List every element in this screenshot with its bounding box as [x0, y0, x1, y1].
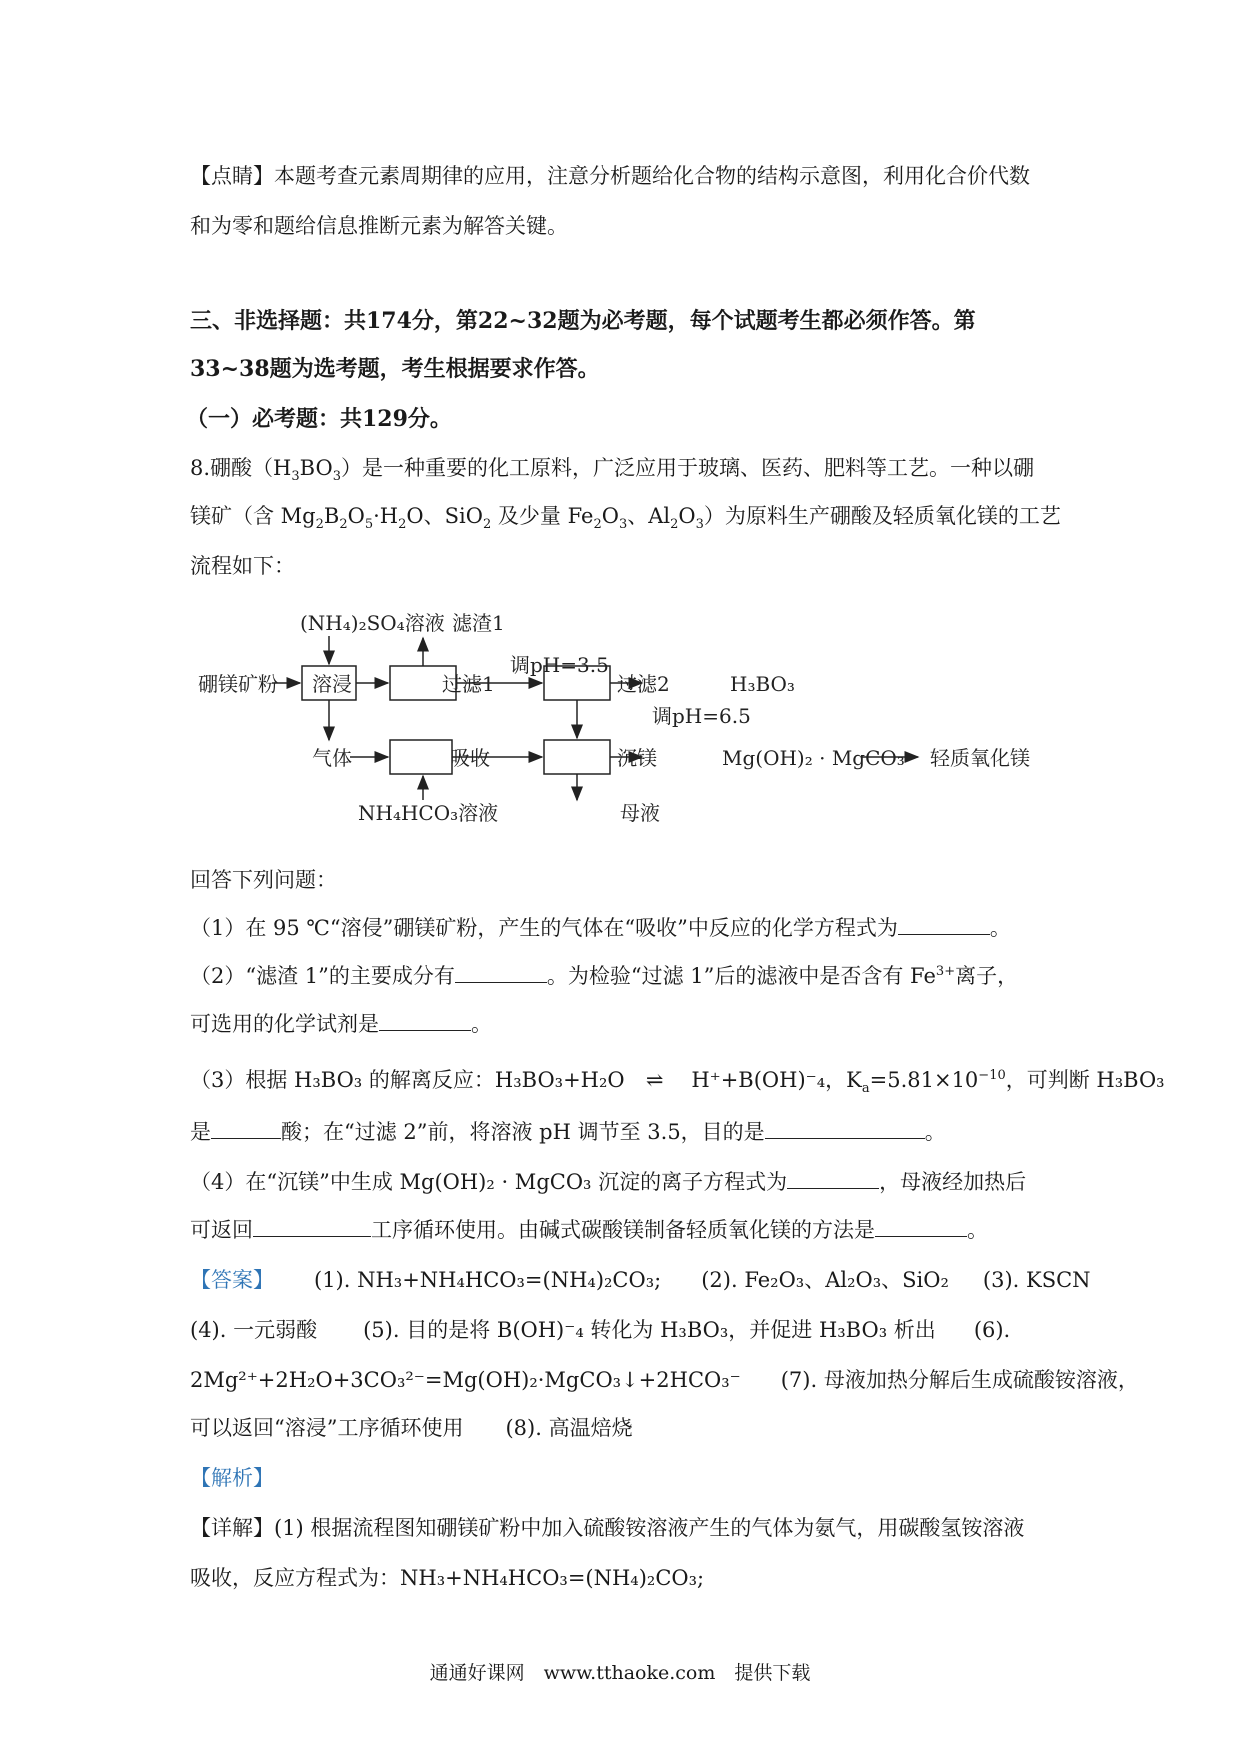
absorb-label: 吸收: [450, 746, 490, 770]
adjust-ph-2-label: 调pH=6.5: [652, 704, 751, 728]
filter2-label: 过滤2: [617, 672, 670, 696]
tip-label: 【点睛】: [190, 164, 274, 188]
filter1-label: 过滤1: [442, 672, 495, 696]
adjust-ph-1-label: 调pH=3.5: [510, 653, 609, 677]
page-footer: 通通好课网 www.tthaoke.com 提供下载: [429, 1662, 811, 1684]
section3-line-2: 33~38题为选考题，考生根据要求作答。: [190, 356, 600, 382]
question-2-line-2: 可选用的化学试剂是 。: [190, 1012, 492, 1036]
answer-prompt: 回答下列问题：: [190, 868, 337, 892]
question-3-line-1: （3）根据 H₃BO₃ 的解离反应：H₃BO₃+H₂O ⇌ H⁺+B(OH)⁻₄，$K_a=5.81\times 10^{-10}$，可判断 H₃BO₃: [190, 1068, 1165, 1097]
answer-line-4: 可以返回“溶浸”工序循环使用 (8). 高温焙烧: [190, 1416, 633, 1440]
reagent-bottom-label: NH₄HCO₃溶液: [358, 801, 499, 825]
tip-line-1: 【点睛】本题考查元素周期律的应用，注意分析题给化合物的结构示意图，利用化合价代数: [190, 164, 1030, 188]
precip-box: [544, 740, 610, 774]
question-3-line-2: 是 酸；在“过滤 2”前，将溶液 pH 调节至 3.5，目的是 。: [190, 1120, 946, 1144]
question-intro-2: 镁矿（含 $Mg_2B_2O_5\cdot H_2O$、SiO$_2$ 及少量 $Fe_2O_3$、$Al_2O_3$）为原料生产硼酸及轻质氧化镁的工艺: [190, 504, 1061, 533]
question-intro-3: 流程如下：: [190, 554, 295, 578]
raw-material-label: 硼镁矿粉: [198, 672, 278, 696]
residue-label: 滤渣1: [452, 611, 505, 635]
detail-line-1: 【详解】(1) 根据流程图知硼镁矿粉中加入硫酸铵溶液产生的气体为氨气，用碳酸氢铵溶液: [190, 1516, 1025, 1540]
reagent-top-label: (NH₄)₂SO₄溶液: [300, 611, 445, 635]
process-flow-diagram: [190, 600, 1070, 840]
answer-label: 【答案】: [190, 1268, 274, 1292]
question-4-line-2: 可返回 工序循环使用。由碱式碳酸镁制备轻质氧化镁的方法是 。: [190, 1218, 988, 1242]
mother-liquor-label: 母液: [620, 801, 660, 825]
question-intro-1: 8.硼酸$(H_3BO_3)$是一种重要的化工原料，广泛应用于玻璃、医药、肥料等工艺。一种以硼: [190, 456, 1034, 485]
section3-line-1: 三、非选择题：共174分，第22~32题为必考题，每个试题考生都必须作答。第: [190, 308, 976, 334]
equilibrium-arrow-icon: ⇌: [645, 1068, 664, 1092]
detail-line-2: 吸收，反应方程式为：NH₃+NH₄HCO₃=(NH₄)₂CO₃;: [190, 1566, 705, 1590]
question-4-line-1: （4）在“沉镁”中生成 Mg(OH)₂ · MgCO₃ 沉淀的离子方程式为 ，母液经加热后: [190, 1170, 1027, 1194]
tip-line-2: 和为零和题给信息推断元素为解答关键。: [190, 214, 568, 238]
product-light-mgo-label: 轻质氧化镁: [930, 746, 1030, 770]
leach-label: 溶浸: [312, 672, 352, 696]
answer-line-2: (4). 一元弱酸 (5). 目的是将 B(OH)⁻₄ 转化为 H₃BO₃，并促进 H₃BO₃ 析出 (6).: [190, 1318, 1011, 1342]
product-basic-carbonate-label: Mg(OH)₂ · MgCO₃: [722, 746, 905, 770]
question-1: （1）在 95 ℃“溶侵”硼镁矿粉，产生的气体在“吸收”中反应的化学方程式为 。: [190, 916, 1011, 940]
answer-line-1: 【答案】 (1). NH₃+NH₄HCO₃=(NH₄)₂CO₃; (2). Fe₂O₃、Al₂O₃、SiO₂ (3). KSCN: [190, 1268, 1091, 1292]
required-heading: （一）必考题：共129分。: [186, 406, 452, 432]
precip-label: 沉镁: [617, 746, 657, 770]
answer-line-3: 2Mg²⁺+2H₂O+3CO₃²⁻=Mg(OH)₂·MgCO₃↓+2HCO₃⁻ (7). 母液加热分解后生成硫酸铵溶液，: [190, 1368, 1139, 1392]
gas-label: 气体: [312, 746, 352, 770]
question-2-line-1: （2）“滤渣 1”的主要成分有 。为检验“过滤 1”后的滤液中是否含有 $Fe^{3+}$离子，: [190, 964, 1019, 988]
product-boric-acid-label: H₃BO₃: [730, 672, 795, 696]
absorb-box: [390, 740, 452, 774]
analysis-label: 【解析】: [190, 1466, 274, 1490]
